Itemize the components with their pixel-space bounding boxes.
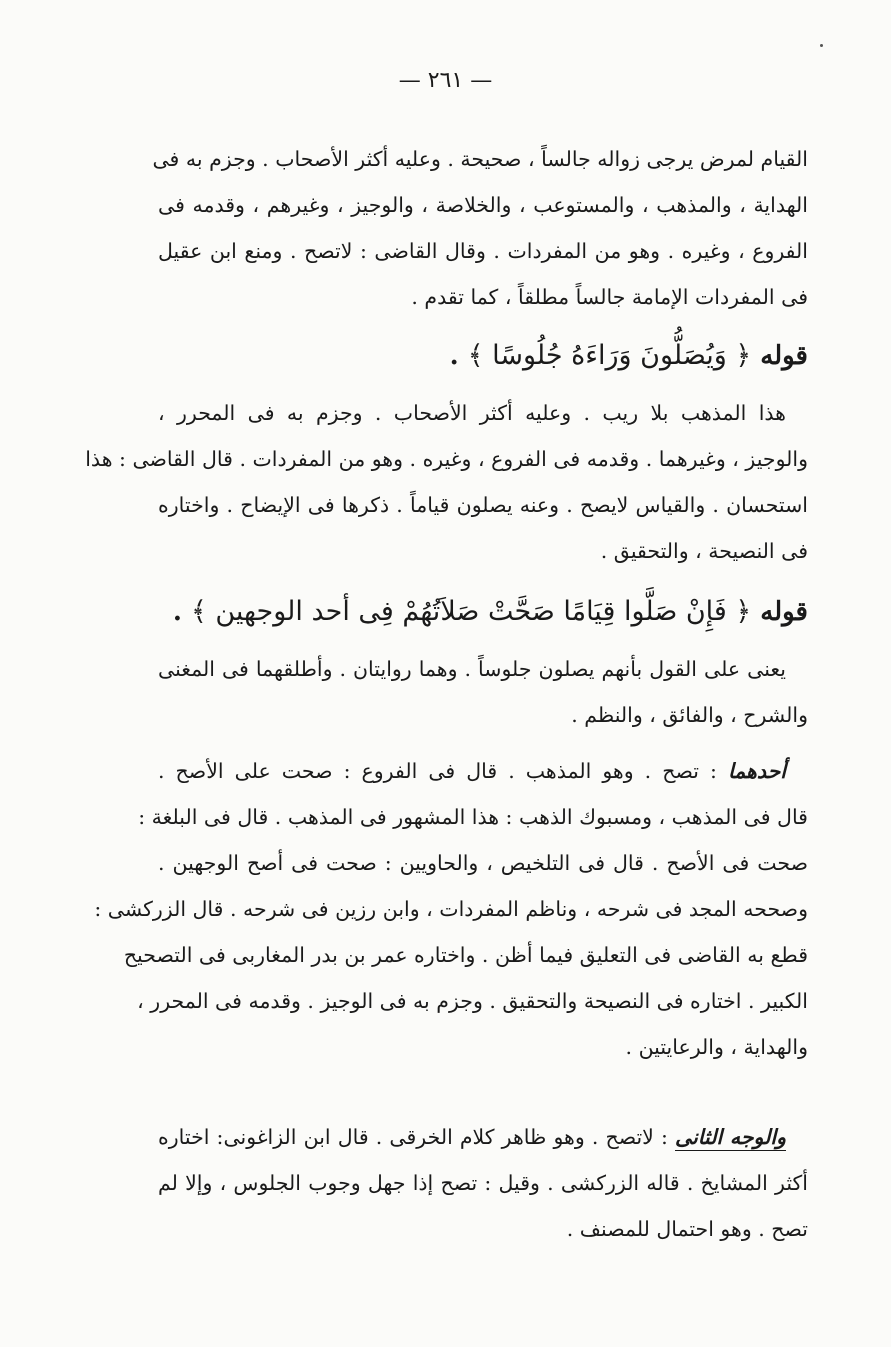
text-line: وصححه المجد فى شرحه ، وناظم المفردات ، وابن رزين فى شرحه . قال الزركشى :: [94, 897, 808, 921]
paragraph-1: [152, 136, 808, 320]
quote-heading-1: [158, 328, 808, 384]
text-line: [158, 748, 808, 794]
lead-word: أحدهما: [727, 759, 786, 783]
text-line: أكثر المشايخ . قاله الزركشى . وقيل : تصح إذا جهل وجوب الجلوس ، وإلا لم: [158, 1171, 808, 1195]
paragraph-5: [158, 1114, 808, 1252]
quran-verse: ﴿ فَإِنْ صَلَّوا قِيَامًا صَحَّتْ صَلاَتُهُمْ فِى أحد الوجهين ﴾: [190, 596, 752, 627]
text-line: القيام لمرض يرجى زواله جالساً ، صحيحة . وعليه أكثر الأصحاب . وجزم به فى: [152, 147, 808, 171]
page-number: — ٢٦١ —: [398, 68, 493, 93]
line-rest: : تصح . وهو المذهب . قال فى الفروع : صحت على الأصح .: [158, 759, 728, 783]
text-line: والهداية ، والرعايتين .: [625, 1035, 808, 1059]
text-line: قال فى المذهب ، ومسبوك الذهب : هذا المشهور فى المذهب . قال فى البلغة :: [138, 805, 808, 829]
quote-heading-2: [158, 584, 808, 640]
heading-prefix: قوله: [760, 597, 808, 627]
heading-suffix: .: [449, 341, 468, 371]
text-line: الهداية ، والمذهب ، والمستوعب ، والخلاصة ، والوجيز ، وغيرهم ، وقدمه فى: [158, 193, 808, 217]
text-line: الكبير . اختاره فى النصيحة والتحقيق . وجزم به فى الوجيز . وقدمه فى المحرر ،: [137, 989, 808, 1013]
line-rest: : لاتصح . وهو ظاهر كلام الخرقى . قال ابن الزاغونى: اختاره: [158, 1125, 675, 1149]
text-line: قطع به القاضى فى التعليق فيما أظن . واختاره عمر بن بدر المغاربى فى التصحيح: [123, 943, 808, 967]
paragraph-3: [158, 646, 808, 738]
text-line: فى النصيحة ، والتحقيق .: [600, 539, 808, 563]
text-line: هذا المذهب بلا ريب . وعليه أكثر الأصحاب . وجزم به فى المحرر ،: [158, 401, 786, 425]
text-line: والوجيز ، وغيرهما . وقدمه فى الفروع ، وغيره . وهو من المفردات . قال القاضى : هذا: [85, 447, 808, 471]
text-line: فى المفردات الإمامة جالساً مطلقاً ، كما تقدم .: [411, 285, 808, 309]
heading-prefix: قوله: [760, 341, 808, 371]
paragraph-2: [85, 390, 808, 574]
scan-speck: [820, 44, 823, 47]
paragraph-4: [94, 748, 808, 1070]
text-line: والشرح ، والفائق ، والنظم .: [571, 703, 808, 727]
text-line: الفروع ، وغيره . وهو من المفردات . وقال القاضى : لاتصح . ومنع ابن عقيل: [158, 239, 808, 263]
text-line: استحسان . والقياس لايصح . وعنه يصلون قياماً . ذكرها فى الإيضاح . واختاره: [158, 493, 808, 517]
text-line: [158, 1114, 808, 1160]
quran-verse: ﴿ وَيُصَلُّونَ وَرَاءَهُ جُلُوسًا ﴾: [467, 340, 752, 371]
heading-suffix: .: [172, 597, 191, 627]
text-line: تصح . وهو احتمال للمصنف .: [566, 1217, 808, 1241]
text-line: يعنى على القول بأنهم يصلون جلوساً . وهما روايتان . وأطلقهما فى المغنى: [158, 657, 786, 681]
text-line: صحت فى الأصح . قال فى التلخيص ، والحاويين : صحت فى أصح الوجهين .: [158, 851, 808, 875]
lead-word: والوجه الثانى: [675, 1125, 786, 1149]
